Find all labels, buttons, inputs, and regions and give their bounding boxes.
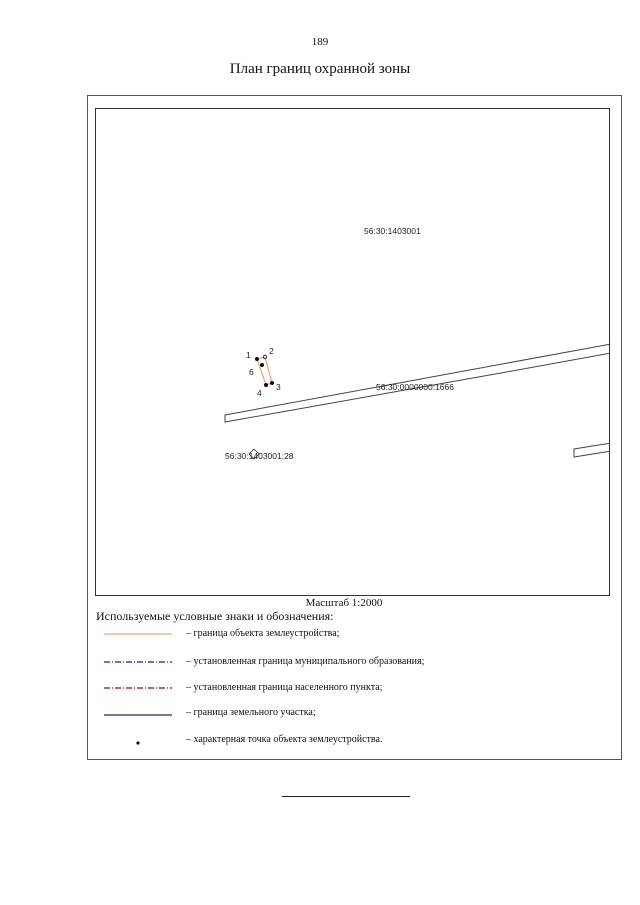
municipal-boundary-line-icon	[96, 655, 176, 669]
legend-label: – установленная граница муниципального образования;	[186, 656, 425, 667]
map-canvas	[96, 109, 610, 596]
settlement-boundary-line-icon	[96, 681, 176, 695]
point-3	[270, 381, 274, 385]
point-label-4: 4	[257, 388, 262, 398]
legend-item-municipal-boundary	[96, 655, 576, 669]
object-boundary-line-icon	[96, 627, 176, 641]
map-frame	[95, 108, 610, 596]
object-boundary	[257, 357, 272, 385]
parcel-label-south: 56:30:1403001:28	[225, 451, 294, 461]
point-label-1: 1	[246, 350, 251, 360]
legend-item-characteristic-point	[96, 733, 576, 747]
parcel-label-road: 56:30:0000000:1666	[376, 382, 454, 392]
legend-label: – граница земельного участка;	[186, 707, 316, 718]
parcel-boundary-line-icon	[96, 706, 176, 720]
characteristic-point-icon	[96, 733, 176, 747]
legend-item-parcel-boundary	[96, 706, 576, 720]
legend-item-object-boundary	[96, 627, 576, 641]
legend-label: – граница объекта землеустройства;	[186, 628, 340, 639]
point-label-2: 2	[269, 346, 274, 356]
page-title: План границ охранной зоны	[229, 61, 411, 77]
legend-label: – установленная граница населенного пункта;	[186, 682, 383, 693]
edge-parcel-boundary	[574, 443, 610, 457]
point-6	[260, 363, 264, 367]
legend-item-settlement-boundary	[96, 681, 576, 695]
point-4	[264, 383, 268, 387]
legend-title: Используемые условные знаки и обозначения:	[96, 609, 334, 623]
point-1	[255, 357, 259, 361]
point-label-3: 3	[276, 382, 281, 392]
legend-label: – характерная точка объекта землеустройства.	[186, 734, 383, 745]
point-label-6: 6	[249, 367, 254, 377]
footer-rule	[282, 796, 410, 797]
parcel-label-north: 56:30:1403001	[364, 226, 421, 236]
scale-label: Масштаб 1:2000	[305, 597, 383, 609]
page-number: 189	[311, 36, 329, 48]
